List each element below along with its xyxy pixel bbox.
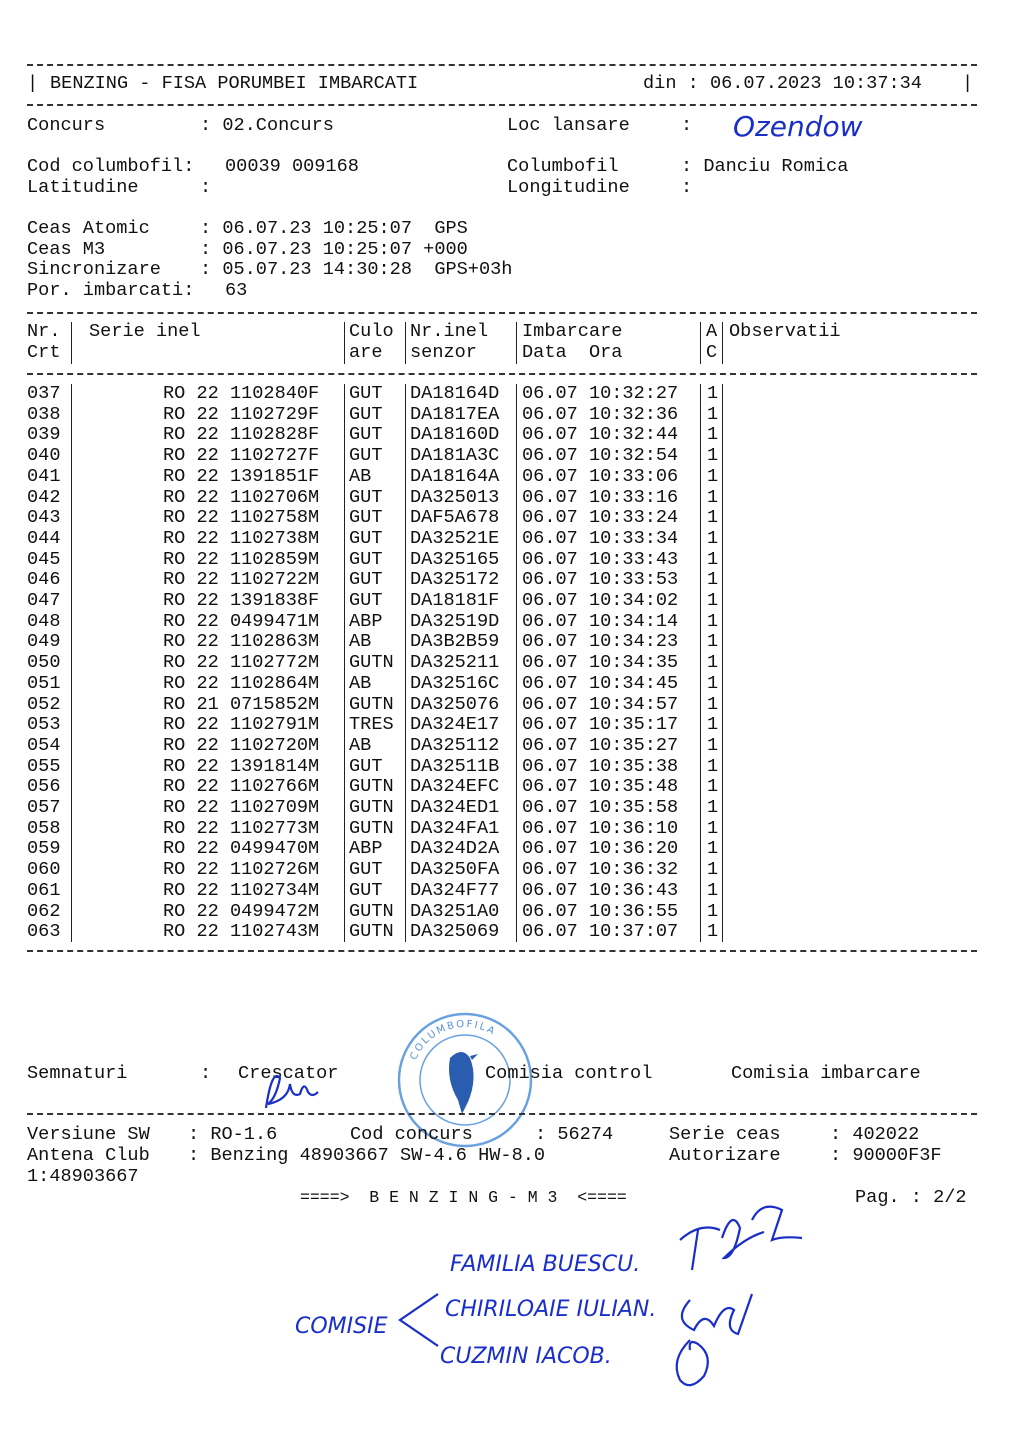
row-serie-inel: RO 22 1102840F [163,383,320,404]
row-serie-inel: RO 22 1102772M [163,652,320,674]
porumbei-imbarcati-value: 63 [225,280,248,301]
row-imbarcare: 06.07 10:33:34 [522,527,679,549]
row-culoare: AB [349,734,372,756]
header-serie-inel: Serie inel [89,321,201,342]
antena-club-value: : Benzing 48903667 SW-4.6 HW-8.0 [188,1145,546,1166]
row-serie-inel: RO 22 1391851F [163,465,320,487]
table-row [27,902,977,923]
body-divider-1 [71,384,72,942]
commission-signatures [660,1200,820,1400]
row-nr: 046 [27,569,61,591]
row-culoare: GUT [349,424,383,446]
row-nr: 040 [27,445,61,467]
row-ac: 1 [707,714,719,736]
row-ac: 1 [707,838,719,860]
table-row [27,384,977,405]
comisie-bracket [392,1290,442,1350]
table-row [27,839,977,860]
row-nr: 054 [27,734,61,756]
table-row [27,922,977,943]
row-ac: 1 [707,921,719,943]
header-divider-3 [405,322,406,364]
row-serie-inel: RO 22 1391814M [163,755,320,777]
row-nr-inel: DA324E17 [410,714,500,736]
table-row [27,488,977,509]
body-divider-6 [722,384,723,942]
row-nr: 058 [27,817,61,839]
row-nr-inel: DA324EFC [410,776,500,798]
table-row [27,529,977,550]
row-culoare: GUT [349,879,383,901]
row-culoare: GUT [349,859,383,881]
serie-ceas-label: Serie ceas [669,1124,781,1145]
row-imbarcare: 06.07 10:34:57 [522,693,679,715]
row-ac: 1 [707,383,719,404]
row-nr-inel: DAF5A678 [410,507,500,529]
row-serie-inel: RO 21 0715852M [163,693,320,715]
row-culoare: GUTN [349,817,394,839]
handwritten-name-2: CHIRILOAIE IULIAN. [445,1297,657,1322]
autorizare-label: Autorizare [669,1145,781,1166]
row-ac: 1 [707,403,719,425]
row-culoare: GUTN [349,776,394,798]
row-ac: 1 [707,693,719,715]
cod-columbofil-value: 00039 009168 [225,156,359,177]
row-nr-inel: DA181A3C [410,445,500,467]
handwritten-comisie: COMISIE [295,1314,388,1339]
row-ac: 1 [707,424,719,446]
row-serie-inel: RO 22 1102743M [163,921,320,943]
cod-columbofil-label: Cod columbofil: [27,156,195,177]
table-row [27,425,977,446]
row-nr-inel: DA3251A0 [410,900,500,922]
header-culo: Culo [349,321,394,342]
row-nr-inel: DA18164A [410,465,500,487]
ceas-m3-label: Ceas M3 [27,239,106,260]
row-culoare: GUT [349,445,383,467]
row-culoare: GUTN [349,921,394,943]
row-nr-inel: DA32516C [410,672,500,694]
row-nr-inel: DA32511B [410,755,500,777]
row-serie-inel: RO 22 1102706M [163,486,320,508]
ceas-atomic-value: : 06.07.23 10:25:07 GPS [200,218,468,239]
autorizare-value: : 90000F3F [830,1145,942,1166]
row-imbarcare: 06.07 10:33:24 [522,507,679,529]
row-imbarcare: 06.07 10:32:54 [522,445,679,467]
table-row [27,508,977,529]
row-nr-inel: DA32521E [410,527,500,549]
row-culoare: GUTN [349,693,394,715]
row-nr: 060 [27,859,61,881]
body-divider-5 [700,384,701,942]
right-bar: | [962,73,974,94]
row-nr: 041 [27,465,61,487]
longitudine-label: Longitudine [507,177,630,198]
row-ac: 1 [707,776,719,798]
row-nr-inel: DA325165 [410,548,500,570]
row-imbarcare: 06.07 10:33:06 [522,465,679,487]
header-a: A [706,321,718,342]
row-serie-inel: RO 22 0499472M [163,900,320,922]
page-number: Pag. : 2/2 [855,1187,967,1208]
table-row [27,674,977,695]
club-id: 1:48903667 [27,1166,139,1187]
row-serie-inel: RO 22 0499471M [163,610,320,632]
row-imbarcare: 06.07 10:32:36 [522,403,679,425]
row-serie-inel: RO 22 1102773M [163,817,320,839]
row-nr: 059 [27,838,61,860]
row-serie-inel: RO 22 1102758M [163,507,320,529]
row-nr: 037 [27,383,61,404]
row-ac: 1 [707,859,719,881]
row-imbarcare: 06.07 10:34:35 [522,652,679,674]
row-serie-inel: RO 22 1102864M [163,672,320,694]
row-serie-inel: RO 22 1102766M [163,776,320,798]
row-culoare: GUT [349,569,383,591]
row-imbarcare: 06.07 10:33:16 [522,486,679,508]
row-culoare: ABP [349,610,383,632]
row-nr-inel: DA32519D [410,610,500,632]
row-ac: 1 [707,486,719,508]
row-ac: 1 [707,569,719,591]
row-imbarcare: 06.07 10:35:27 [522,734,679,756]
columbofil-label: Columbofil [507,156,619,177]
row-nr: 061 [27,879,61,901]
row-imbarcare: 06.07 10:36:43 [522,879,679,901]
row-imbarcare: 06.07 10:36:10 [522,817,679,839]
header-dashed-rule [27,104,977,106]
table-row [27,467,977,488]
table-row [27,798,977,819]
stamp-text: COLUMBOFILA [408,1018,498,1062]
row-nr-inel: DA324FA1 [410,817,500,839]
row-ac: 1 [707,734,719,756]
row-ac: 1 [707,817,719,839]
row-ac: 1 [707,548,719,570]
table-row [27,570,977,591]
row-serie-inel: RO 22 1102734M [163,879,320,901]
row-nr: 043 [27,507,61,529]
row-nr-inel: DA325211 [410,652,500,674]
row-culoare: GUTN [349,797,394,818]
header-observatii: Observatii [729,321,841,342]
table-row [27,405,977,426]
row-imbarcare: 06.07 10:34:02 [522,590,679,611]
row-nr: 048 [27,610,61,632]
row-imbarcare: 06.07 10:36:55 [522,900,679,922]
table-row [27,860,977,881]
row-culoare: AB [349,631,372,653]
row-culoare: GUT [349,403,383,425]
table-row [27,715,977,736]
report-date: din : 06.07.2023 10:37:34 [643,73,922,94]
row-nr: 038 [27,403,61,425]
cod-concurs-label: Cod concurs [350,1124,473,1145]
table-row [27,695,977,716]
body-divider-2 [344,384,345,942]
header-nr: Nr. [27,321,61,342]
row-imbarcare: 06.07 10:34:14 [522,610,679,632]
row-imbarcare: 06.07 10:32:27 [522,383,679,404]
table-row [27,777,977,798]
header-bottom-rule [27,373,977,375]
longitudine-value: : [681,177,693,198]
handwritten-name-1: FAMILIA BUESCU. [450,1252,641,1277]
row-culoare: TRES [349,714,394,736]
row-culoare: GUTN [349,900,394,922]
ceas-m3-value: : 06.07.23 10:25:07 +000 [200,239,468,260]
row-imbarcare: 06.07 10:33:43 [522,548,679,570]
header-senzor: senzor [410,342,477,363]
row-culoare: ABP [349,838,383,860]
antena-club-label: Antena Club [27,1145,150,1166]
table-row [27,550,977,571]
row-ac: 1 [707,900,719,922]
table-row [27,612,977,633]
row-culoare: GUT [349,548,383,570]
table-row [27,591,977,612]
table-row [27,757,977,778]
row-imbarcare: 06.07 10:35:17 [522,714,679,736]
top-dashed-rule [27,64,977,66]
row-serie-inel: RO 22 1102709M [163,797,320,818]
row-nr: 062 [27,900,61,922]
row-serie-inel: RO 22 1391838F [163,590,320,611]
report-title: BENZING - FISA PORUMBEI IMBARCATI [50,73,419,94]
row-ac: 1 [707,755,719,777]
table-row [27,819,977,840]
header-nr-inel: Nr.inel [410,321,489,342]
row-ac: 1 [707,610,719,632]
serie-ceas-value: : 402022 [830,1124,920,1145]
header-c: C [706,342,718,363]
comisia-control-label: Comisia control [485,1063,653,1084]
row-culoare: GUTN [349,652,394,674]
versiune-sw-label: Versiune SW [27,1124,150,1145]
row-imbarcare: 06.07 10:37:07 [522,921,679,943]
row-ac: 1 [707,465,719,487]
table-bottom-rule [27,950,977,952]
header-divider-1 [71,322,72,364]
row-ac: 1 [707,879,719,901]
table-row [27,653,977,674]
semnaturi-label: Semnaturi [27,1063,128,1084]
cod-concurs-value: : 56274 [535,1124,614,1145]
row-ac: 1 [707,652,719,674]
row-imbarcare: 06.07 10:36:32 [522,859,679,881]
row-imbarcare: 06.07 10:35:58 [522,797,679,818]
row-culoare: GUT [349,383,383,404]
row-nr: 053 [27,714,61,736]
benzing-banner: ====> B E N Z I N G - M 3 <==== [300,1188,627,1207]
row-nr-inel: DA325172 [410,569,500,591]
row-nr-inel: DA18160D [410,424,500,446]
crescator-signature [258,1058,328,1118]
row-culoare: GUT [349,590,383,611]
row-imbarcare: 06.07 10:32:44 [522,424,679,446]
header-divider-5 [700,322,701,364]
crescator-label: Crescator [238,1063,339,1084]
row-imbarcare: 06.07 10:36:20 [522,838,679,860]
columbofil-value: : Danciu Romica [681,156,849,177]
row-ac: 1 [707,590,719,611]
body-divider-4 [516,384,517,942]
row-culoare: AB [349,672,372,694]
semnaturi-sep: : [200,1063,212,1084]
row-nr: 050 [27,652,61,674]
body-divider-3 [405,384,406,942]
row-nr-inel: DA325013 [410,486,500,508]
row-nr: 052 [27,693,61,715]
loc-lansare-label: Loc lansare [507,115,630,136]
left-bar: | [27,73,39,94]
row-nr-inel: DA3250FA [410,859,500,881]
row-nr-inel: DA3B2B59 [410,631,500,653]
row-nr-inel: DA324D2A [410,838,500,860]
row-serie-inel: RO 22 1102859M [163,548,320,570]
comisia-imbarcare-label: Comisia imbarcare [731,1063,921,1084]
row-serie-inel: RO 22 1102738M [163,527,320,549]
row-imbarcare: 06.07 10:34:23 [522,631,679,653]
row-nr: 039 [27,424,61,446]
row-nr-inel: DA325069 [410,921,500,943]
row-nr: 044 [27,527,61,549]
row-nr-inel: DA324ED1 [410,797,500,818]
header-crt: Crt [27,342,61,363]
handwritten-name-3: CUZMIN IACOB. [440,1344,612,1369]
row-serie-inel: RO 22 1102828F [163,424,320,446]
row-culoare: AB [349,465,372,487]
row-culoare: GUT [349,507,383,529]
table-row [27,632,977,653]
row-nr: 051 [27,672,61,694]
concurs-value: : 02.Concurs [200,115,334,136]
row-serie-inel: RO 22 1102726M [163,859,320,881]
row-nr-inel: DA18164D [410,383,500,404]
row-imbarcare: 06.07 10:35:38 [522,755,679,777]
table-row [27,446,977,467]
row-nr-inel: DA324F77 [410,879,500,901]
table-row [27,736,977,757]
loc-lansare-handwritten: Ozendow [733,110,863,143]
sincronizare-label: Sincronizare [27,259,161,280]
header-divider-4 [516,322,517,364]
latitudine-label: Latitudine [27,177,139,198]
row-serie-inel: RO 22 1102729F [163,403,320,425]
porumbei-imbarcati-label: Por. imbarcati: [27,280,195,301]
sincronizare-value: : 05.07.23 14:30:28 GPS+03h [200,259,513,280]
row-ac: 1 [707,507,719,529]
header-are: are [349,342,383,363]
row-serie-inel: RO 22 1102720M [163,734,320,756]
header-data-ora: Data Ora [522,342,623,363]
row-serie-inel: RO 22 1102722M [163,569,320,591]
row-ac: 1 [707,631,719,653]
header-divider-6 [722,322,723,364]
row-nr: 049 [27,631,61,653]
row-nr: 063 [27,921,61,943]
row-imbarcare: 06.07 10:33:53 [522,569,679,591]
row-nr: 042 [27,486,61,508]
row-culoare: GUT [349,755,383,777]
row-imbarcare: 06.07 10:35:48 [522,776,679,798]
latitudine-value: : [200,177,212,198]
row-nr: 047 [27,590,61,611]
row-nr: 057 [27,797,61,818]
row-culoare: GUT [349,527,383,549]
row-ac: 1 [707,797,719,818]
concurs-label: Concurs [27,115,106,136]
header-divider-2 [344,322,345,364]
row-ac: 1 [707,445,719,467]
signatures-rule [27,1113,977,1115]
row-serie-inel: RO 22 1102727F [163,445,320,467]
header-imbarcare: Imbarcare [522,321,623,342]
row-ac: 1 [707,527,719,549]
row-imbarcare: 06.07 10:34:45 [522,672,679,694]
row-nr-inel: DA18181F [410,590,500,611]
row-nr-inel: DA325076 [410,693,500,715]
table-row [27,881,977,902]
row-ac: 1 [707,672,719,694]
table-top-rule [27,312,977,314]
row-nr: 045 [27,548,61,570]
loc-lansare-sep: : [681,115,693,136]
row-nr-inel: DA325112 [410,734,500,756]
row-serie-inel: RO 22 0499470M [163,838,320,860]
versiune-sw-value: : RO-1.6 [188,1124,278,1145]
row-serie-inel: RO 22 1102863M [163,631,320,653]
row-nr: 056 [27,776,61,798]
row-nr: 055 [27,755,61,777]
ceas-atomic-label: Ceas Atomic [27,218,150,239]
row-culoare: GUT [349,486,383,508]
row-serie-inel: RO 22 1102791M [163,714,320,736]
row-nr-inel: DA1817EA [410,403,500,425]
